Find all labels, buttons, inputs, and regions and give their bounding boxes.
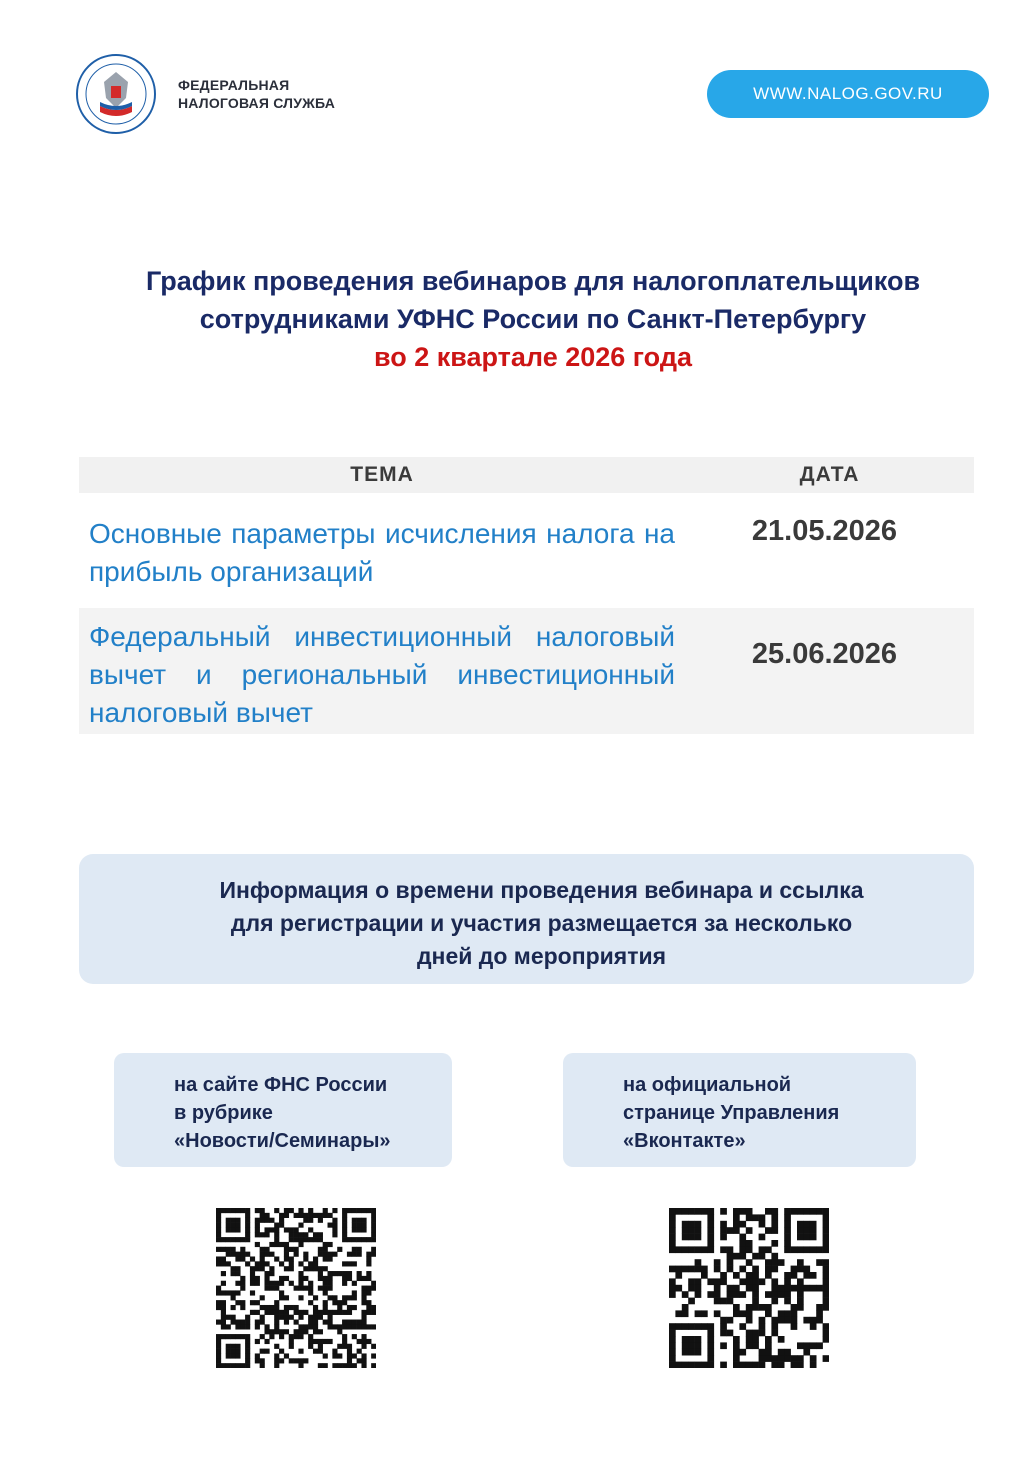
title-line3: во 2 квартале 2026 года (374, 342, 692, 372)
table-row (79, 493, 974, 608)
header-topic: ТЕМА (350, 463, 414, 486)
table-header (79, 457, 974, 493)
site-line3: «Новости/Семинары» (174, 1130, 391, 1152)
info-line1: Информация о времени проведения вебинара и ссылка (219, 877, 864, 903)
title-line1: График проведения вебинаров для налогоплательщиков (145, 266, 921, 296)
info-line2: для регистрации и участия размещается за несколько (230, 910, 853, 936)
row-topic: Федеральный инвестиционный налоговый вычет и региональный инвестиционный налоговый вычет (89, 621, 675, 728)
header-date: ДАТА (799, 463, 860, 486)
row-date: 21.05.2026 (751, 515, 898, 547)
site-line1: на сайте ФНС России (174, 1074, 388, 1096)
info-box (79, 854, 974, 984)
schedule-table (79, 457, 974, 734)
site-line2: в рубрике (174, 1102, 273, 1124)
row-date: 25.06.2026 (751, 638, 898, 670)
page-title (60, 262, 1006, 376)
org-name-line2: НАЛОГОВАЯ СЛУЖБА (178, 95, 336, 111)
org-name-line1: ФЕДЕРАЛЬНАЯ (178, 77, 290, 93)
vk-line1: на официальной (623, 1074, 792, 1096)
fns-logo-icon (76, 54, 156, 134)
qr-code-site-icon[interactable] (216, 1208, 376, 1368)
info-line3: дней до мероприятия (416, 943, 667, 969)
vk-line3: «Вконтакте» (623, 1130, 746, 1152)
row-topic: Основные параметры исчисления налога на прибыль организаций (89, 518, 675, 587)
table-row (79, 608, 974, 734)
vk-line2: странице Управления (623, 1102, 840, 1124)
website-link[interactable]: WWW.NALOG.GOV.RU (707, 70, 989, 118)
title-line2: сотрудниками УФНС России по Санкт-Петербургу (199, 304, 867, 334)
vk-link-box[interactable] (563, 1053, 916, 1167)
org-name (178, 76, 335, 112)
site-link-box[interactable] (114, 1053, 452, 1167)
qr-code-vk-icon[interactable] (669, 1208, 829, 1368)
